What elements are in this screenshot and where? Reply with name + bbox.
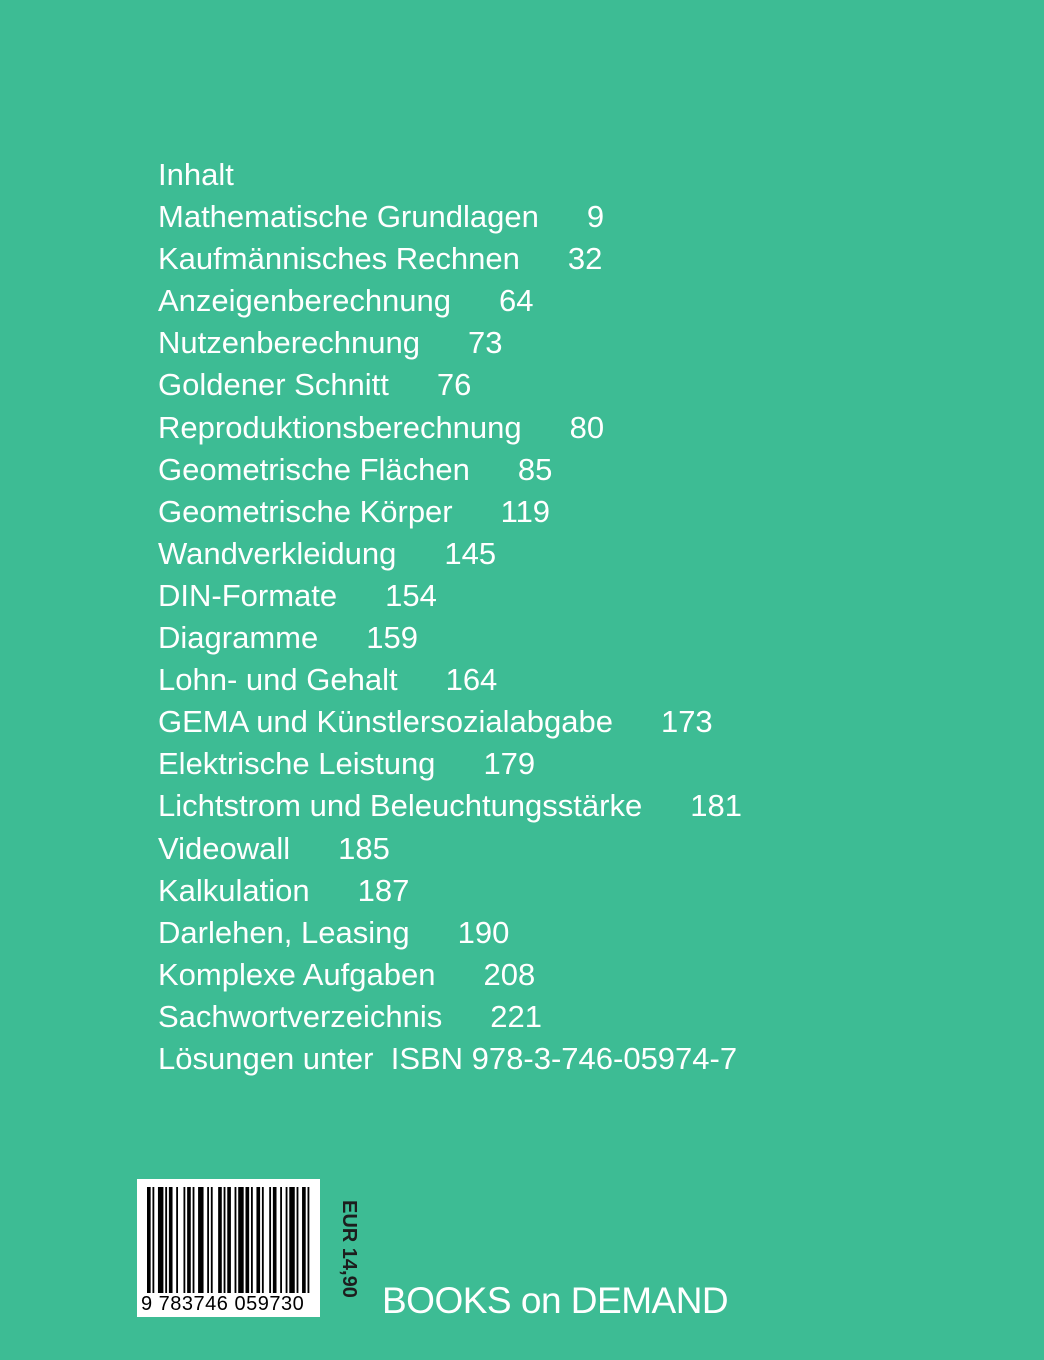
toc-entry-page: 80 bbox=[569, 409, 605, 445]
price-label: EUR 14,90 bbox=[338, 1200, 360, 1298]
barcode-bar bbox=[207, 1187, 209, 1293]
barcode-bar bbox=[269, 1187, 271, 1293]
barcode-bar bbox=[238, 1187, 243, 1293]
barcode-bar bbox=[158, 1187, 163, 1293]
solutions-label: Lösungen unter bbox=[158, 1040, 374, 1076]
toc-entry-page: 85 bbox=[517, 451, 553, 487]
toc-entry-title: Nutzenberechnung bbox=[158, 325, 420, 361]
toc-entry-title: Videowall bbox=[158, 830, 291, 866]
toc-entry-title: Komplexe Aufgaben bbox=[158, 956, 436, 992]
isbn-barcode bbox=[137, 1179, 320, 1317]
toc-entry-page: 190 bbox=[457, 914, 510, 950]
toc-solutions-line bbox=[158, 1038, 742, 1080]
toc-entry-title: DIN-Formate bbox=[158, 577, 338, 613]
toc-entry bbox=[158, 659, 742, 701]
toc-entry-title: Goldener Schnitt bbox=[158, 367, 389, 403]
toc-entry-title: Darlehen, Leasing bbox=[158, 914, 410, 950]
toc-entry-page: 185 bbox=[338, 830, 390, 866]
solutions-isbn: ISBN 978-3-746-05974-7 bbox=[390, 1040, 738, 1076]
toc-entry-page: 64 bbox=[499, 283, 534, 319]
barcode-bar bbox=[169, 1187, 173, 1293]
toc-entry-page: 159 bbox=[366, 620, 418, 656]
toc-entry bbox=[158, 912, 742, 954]
toc-entry-title: Sachwortverzeichnis bbox=[158, 998, 443, 1034]
toc-entry-page: 221 bbox=[490, 998, 543, 1034]
barcode-bar bbox=[289, 1187, 294, 1293]
barcode-bar bbox=[256, 1187, 260, 1293]
toc-entry bbox=[158, 743, 742, 785]
toc-entry-title: Diagramme bbox=[158, 620, 319, 656]
barcode-bar bbox=[193, 1187, 195, 1293]
toc-entry-title: Lichtstrom und Beleuchtungsstärke bbox=[158, 788, 643, 824]
barcode-bar bbox=[147, 1187, 151, 1293]
barcode-bar bbox=[165, 1187, 167, 1293]
toc-entry bbox=[158, 196, 742, 238]
barcode-bar bbox=[297, 1187, 299, 1293]
barcode-bar bbox=[152, 1187, 154, 1293]
table-of-contents bbox=[158, 154, 742, 1080]
toc-entry bbox=[158, 954, 742, 996]
toc-entry-page: 181 bbox=[690, 788, 742, 824]
barcode-bar bbox=[218, 1187, 222, 1293]
toc-entry-page: 208 bbox=[483, 956, 536, 992]
toc-entry bbox=[158, 870, 742, 912]
barcode-bar bbox=[183, 1187, 185, 1293]
toc-entry bbox=[158, 533, 742, 575]
toc-entry bbox=[158, 617, 742, 659]
toc-entry-page: 154 bbox=[385, 577, 437, 613]
barcode-bar bbox=[227, 1187, 231, 1293]
barcode-bar bbox=[176, 1187, 178, 1293]
barcode-bar bbox=[251, 1187, 253, 1293]
barcode-bar bbox=[246, 1187, 250, 1293]
toc-entry-list bbox=[158, 196, 742, 1038]
toc-entry bbox=[158, 407, 742, 449]
publisher-logo: BOOKS on DEMAND bbox=[382, 1280, 729, 1321]
toc-entry-title: GEMA und Künstlersozialabgabe bbox=[158, 704, 613, 740]
barcode-bar bbox=[286, 1187, 288, 1293]
toc-entry-page: 179 bbox=[483, 746, 536, 782]
toc-entry-title: Kalkulation bbox=[158, 872, 310, 908]
barcode-bar bbox=[308, 1187, 310, 1293]
toc-entry-title: Geometrische Körper bbox=[158, 493, 453, 529]
toc-entry bbox=[158, 828, 742, 870]
barcode-bar bbox=[211, 1187, 213, 1293]
toc-entry-page: 173 bbox=[660, 704, 713, 740]
barcode-bars bbox=[147, 1187, 313, 1293]
toc-entry-title: Elektrische Leistung bbox=[158, 746, 436, 782]
toc-entry-page: 73 bbox=[467, 325, 503, 361]
barcode-bar bbox=[302, 1187, 306, 1293]
toc-entry-title: Mathematische Grundlagen bbox=[158, 199, 539, 235]
toc-entry-page: 145 bbox=[444, 535, 497, 571]
barcode-bar bbox=[224, 1187, 226, 1293]
toc-entry-title: Geometrische Flächen bbox=[158, 451, 470, 487]
toc-entry bbox=[158, 364, 742, 406]
toc-entry bbox=[158, 575, 742, 617]
toc-entry-page: 32 bbox=[567, 241, 603, 277]
toc-entry bbox=[158, 280, 742, 322]
toc-entry-title: Reproduktionsberechnung bbox=[158, 409, 522, 445]
barcode-bar bbox=[280, 1187, 282, 1293]
toc-entry-title: Lohn- und Gehalt bbox=[158, 662, 398, 698]
barcode-bar bbox=[187, 1187, 191, 1293]
toc-entry-page: 9 bbox=[586, 199, 605, 235]
toc-entry bbox=[158, 785, 742, 827]
barcode-bar bbox=[198, 1187, 203, 1293]
toc-entry-title: Kaufmännisches Rechnen bbox=[158, 241, 520, 277]
toc-entry bbox=[158, 322, 742, 364]
toc-entry-title: Anzeigenberechnung bbox=[158, 283, 452, 319]
toc-entry-title: Wandverkleidung bbox=[158, 535, 397, 571]
toc-entry-page: 187 bbox=[357, 872, 410, 908]
barcode-bar bbox=[273, 1187, 277, 1293]
toc-entry bbox=[158, 238, 742, 280]
toc-entry bbox=[158, 449, 742, 491]
toc-entry-page: 164 bbox=[445, 662, 498, 698]
barcode-bar bbox=[262, 1187, 264, 1293]
toc-entry bbox=[158, 701, 742, 743]
toc-entry bbox=[158, 491, 742, 533]
barcode-bar bbox=[235, 1187, 237, 1293]
toc-entry-page: 119 bbox=[500, 493, 551, 529]
toc-entry-page: 76 bbox=[436, 367, 472, 403]
toc-heading: Inhalt bbox=[158, 157, 234, 192]
toc-entry bbox=[158, 996, 742, 1038]
barcode-digits: 9 783746 059730 bbox=[141, 1293, 305, 1315]
